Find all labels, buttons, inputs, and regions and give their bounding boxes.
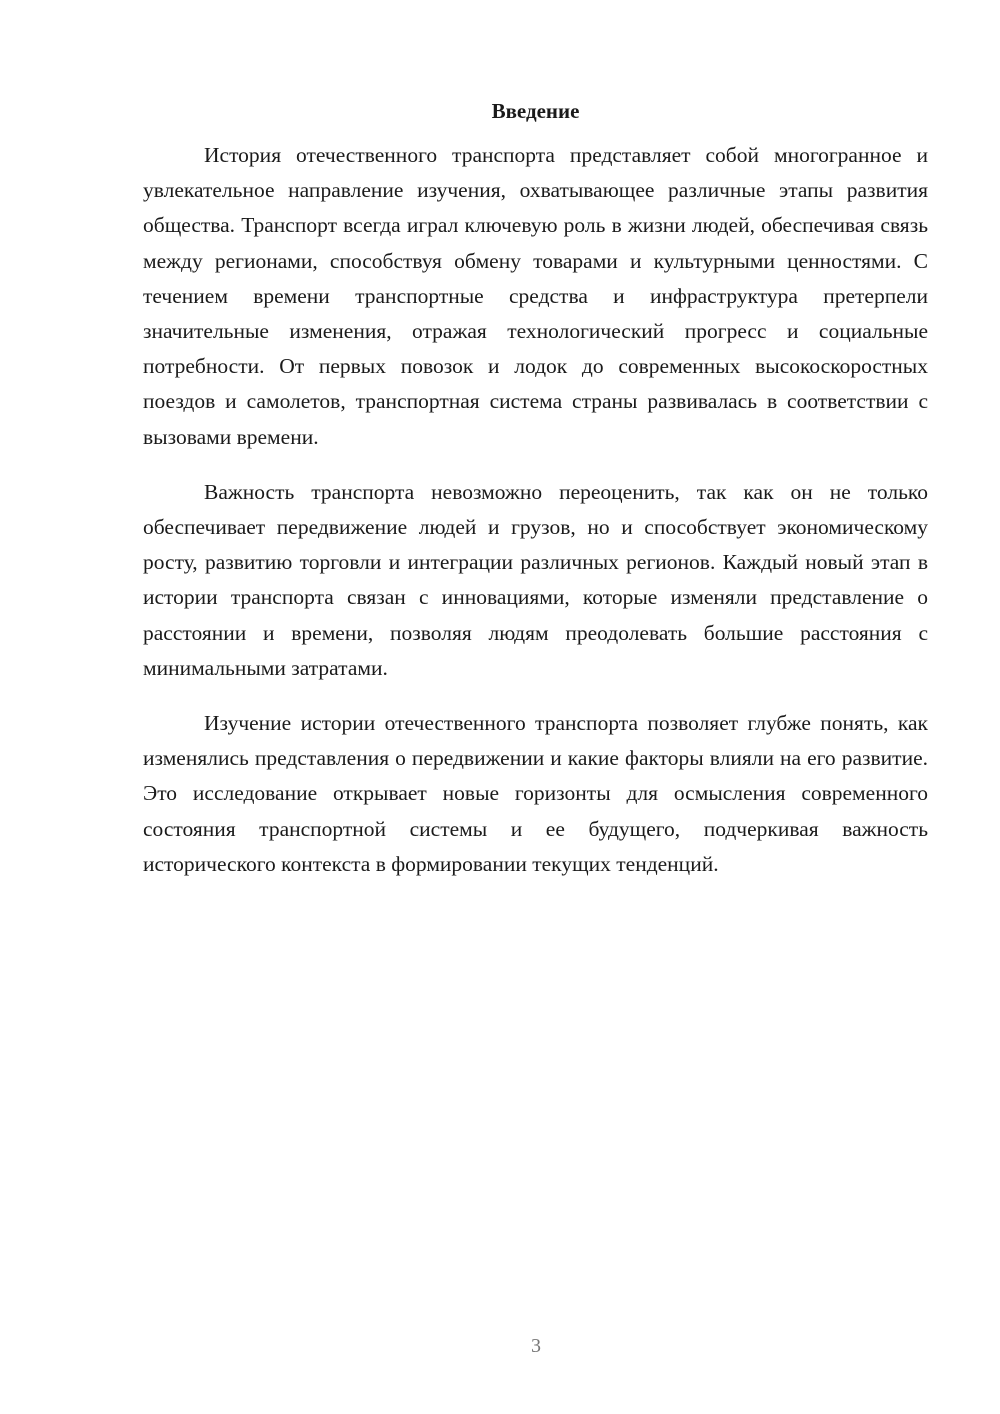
page-number: 3 bbox=[531, 1335, 541, 1357]
section-title: Введение bbox=[491, 99, 580, 123]
paragraph-2: Важность транспорта невозможно переоценить, так как он не только обеспечивает передвижение людей и грузов, но и способствует экономическому росту, развитию торговли и интеграции различных регионов. Каждый новый этап в истории транспорта связан с инновациями, которые изменяли представление о расстоянии и времени, позволяя людям преодолевать большие расстояния с минимальными затратами. bbox=[143, 479, 928, 680]
page-content bbox=[143, 96, 928, 902]
paragraph-1: История отечественного транспорта представляет собой многогранное и увлекательное направление изучения, охватывающее различные этапы развития общества. Транспорт всегда играл ключевую роль в жизни людей, обеспечивая связь между регионами, способствуя обмену товарами и культурными ценностями. С течением времени транспортные средства и инфраструктура претерпели значительные изменения, отражая технологический прогресс и социальные потребности. От первых повозок и лодок до современных высокоскоростных поездов и самолетов, транспортная система страны развивалась в соответствии с вызовами времени. bbox=[143, 143, 928, 449]
paragraph-3: Изучение истории отечественного транспорта позволяет глубже понять, как изменялись представления о передвижении и какие факторы влияли на его развитие. Это исследование открывает новые горизонты для осмысления современного состояния транспортной системы и ее будущего, подчеркивая важность исторического контекста в формировании текущих тенденций. bbox=[143, 711, 928, 876]
